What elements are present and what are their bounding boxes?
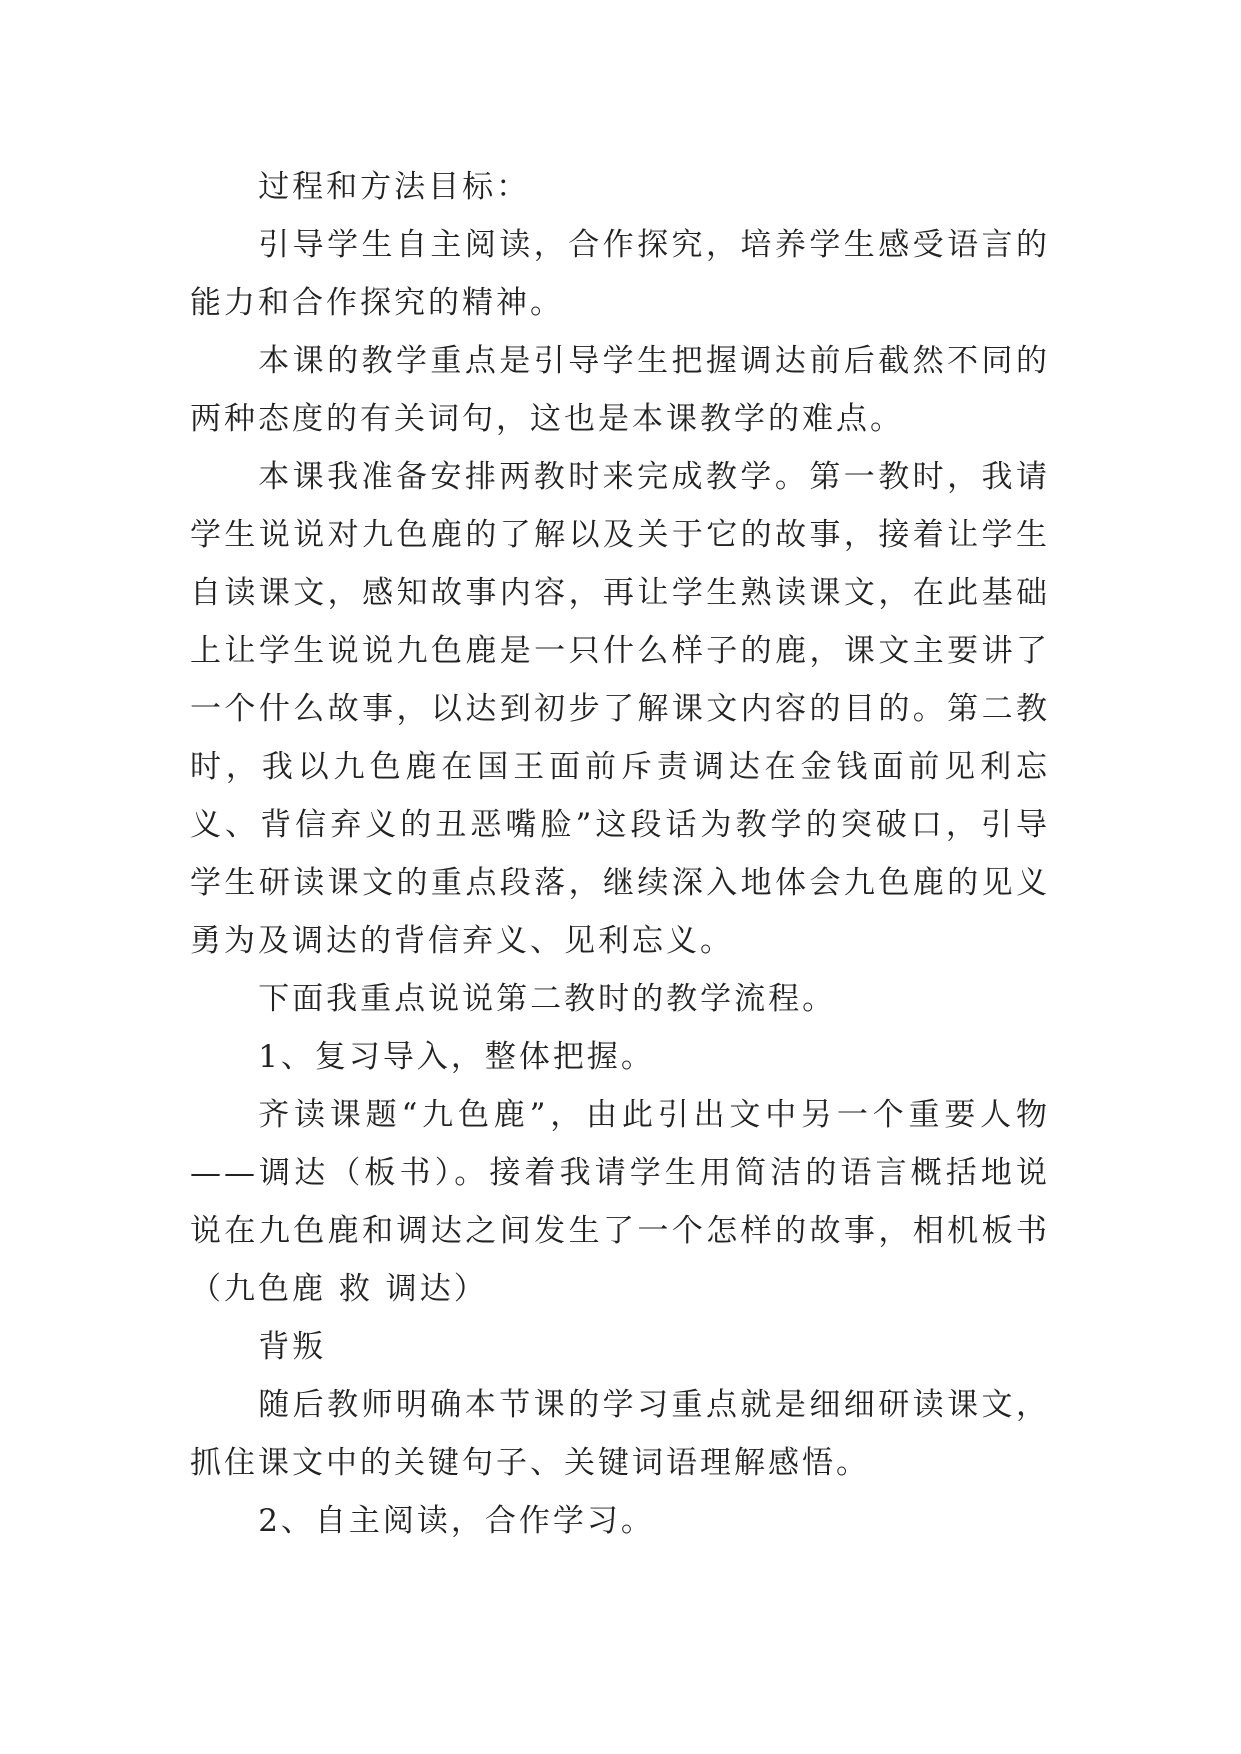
paragraph-step-2-heading: 2、自主阅读，合作学习。	[258, 1503, 655, 1539]
paragraph-read-title: 齐读课题“九色鹿”，由此引出文中另一个重要人物——调达（板书）。接着我请学生用简洁的语言概括地说说在九色鹿和调达之间发生了一个怎样的故事，相机板书（九色鹿 救 调达）	[190, 1097, 1050, 1307]
document-body	[190, 158, 1050, 1550]
paragraph-process-method-goal: 过程和方法目标：	[258, 169, 531, 205]
paragraph-lesson-plan: 本课我准备安排两教时来完成教学。第一教时，我请学生说说对九色鹿的了解以及关于它的故事，接着让学生自读课文，感知故事内容，再让学生熟读课文，在此基础上让学生说说九色鹿是一只什么样子的鹿，课文主要讲了一个什么故事，以达到初步了解课文内容的目的。第二教时，我以九色鹿在国王面前斥责调达在金钱面前见利忘义、背信弃义的丑恶嘴脸”这段话为教学的突破口，引导学生研读课文的重点段落，继续深入地体会九色鹿的见义勇为及调达的背信弃义、见利忘义。	[190, 459, 1050, 959]
paragraph-betray: 背叛	[258, 1329, 327, 1365]
paragraph-guide-reading: 引导学生自主阅读，合作探究，培养学生感受语言的能力和合作探究的精神。	[190, 227, 1050, 321]
paragraph-learning-focus: 随后教师明确本节课的学习重点就是细细研读课文，抓住课文中的关键句子、关键词语理解感悟。	[190, 1387, 1050, 1481]
paragraph-step-1-heading: 1、复习导入，整体把握。	[258, 1039, 655, 1075]
paragraph-teaching-focus: 本课的教学重点是引导学生把握调达前后截然不同的两种态度的有关词句，这也是本课教学的难点。	[190, 343, 1050, 437]
paragraph-second-lesson-intro: 下面我重点说说第二教时的教学流程。	[258, 981, 837, 1017]
